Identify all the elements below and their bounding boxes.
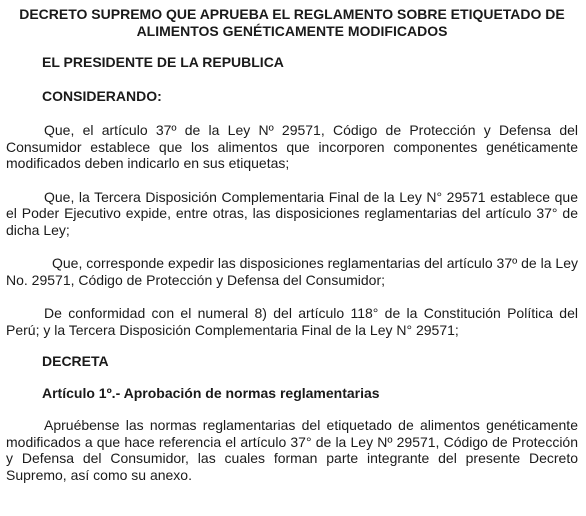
decreta-heading: DECRETA: [42, 353, 109, 369]
considerando-paragraph-4: De conformidad con el numeral 8) del artículo 118° de la Constitución Política del Perú; y la Tercera Disposición Complementaria Final de la Ley N° 29571;: [6, 305, 578, 338]
document-title: DECRETO SUPREMO QUE APRUEBA EL REGLAMENTO SOBRE ETIQUETADO DE ALIMENTOS GENÉTICAMENTE MODIFICADOS: [19, 6, 565, 39]
article-1-heading: Artículo 1º.- Aprobación de normas reglamentarias: [42, 385, 380, 401]
article-1-paragraph: Apruébense las normas reglamentarias del etiquetado de alimentos genéticamente modificados a que hace referencia el artículo 37° de la Ley Nº 29571, Código de Protección y Defensa del Consumidor, las cuales forman parte integrante del presente Decreto Supremo, así como su anexo.: [6, 417, 578, 483]
president-heading: EL PRESIDENTE DE LA REPUBLICA: [42, 54, 284, 70]
considerando-paragraph-1: Que, el artículo 37º de la Ley Nº 29571, Código de Protección y Defensa del Consumidor establece que los alimentos que incorporen componentes genéticamente modificados deben indicarlo en sus etiquetas;: [6, 122, 578, 171]
considerando-heading: CONSIDERANDO:: [42, 88, 162, 104]
considerando-paragraph-3: Que, corresponde expedir las disposiciones reglamentarias del artículo 37º de la Ley No. 29571, Código de Protección y Defensa del Consumidor;: [6, 255, 578, 288]
considerando-paragraph-2: Que, la Tercera Disposición Complementaria Final de la Ley N° 29571 establece que el Poder Ejecutivo expide, entre otras, las disposiciones reglamentarias del artículo 37° de dicha Ley;: [6, 188, 578, 238]
